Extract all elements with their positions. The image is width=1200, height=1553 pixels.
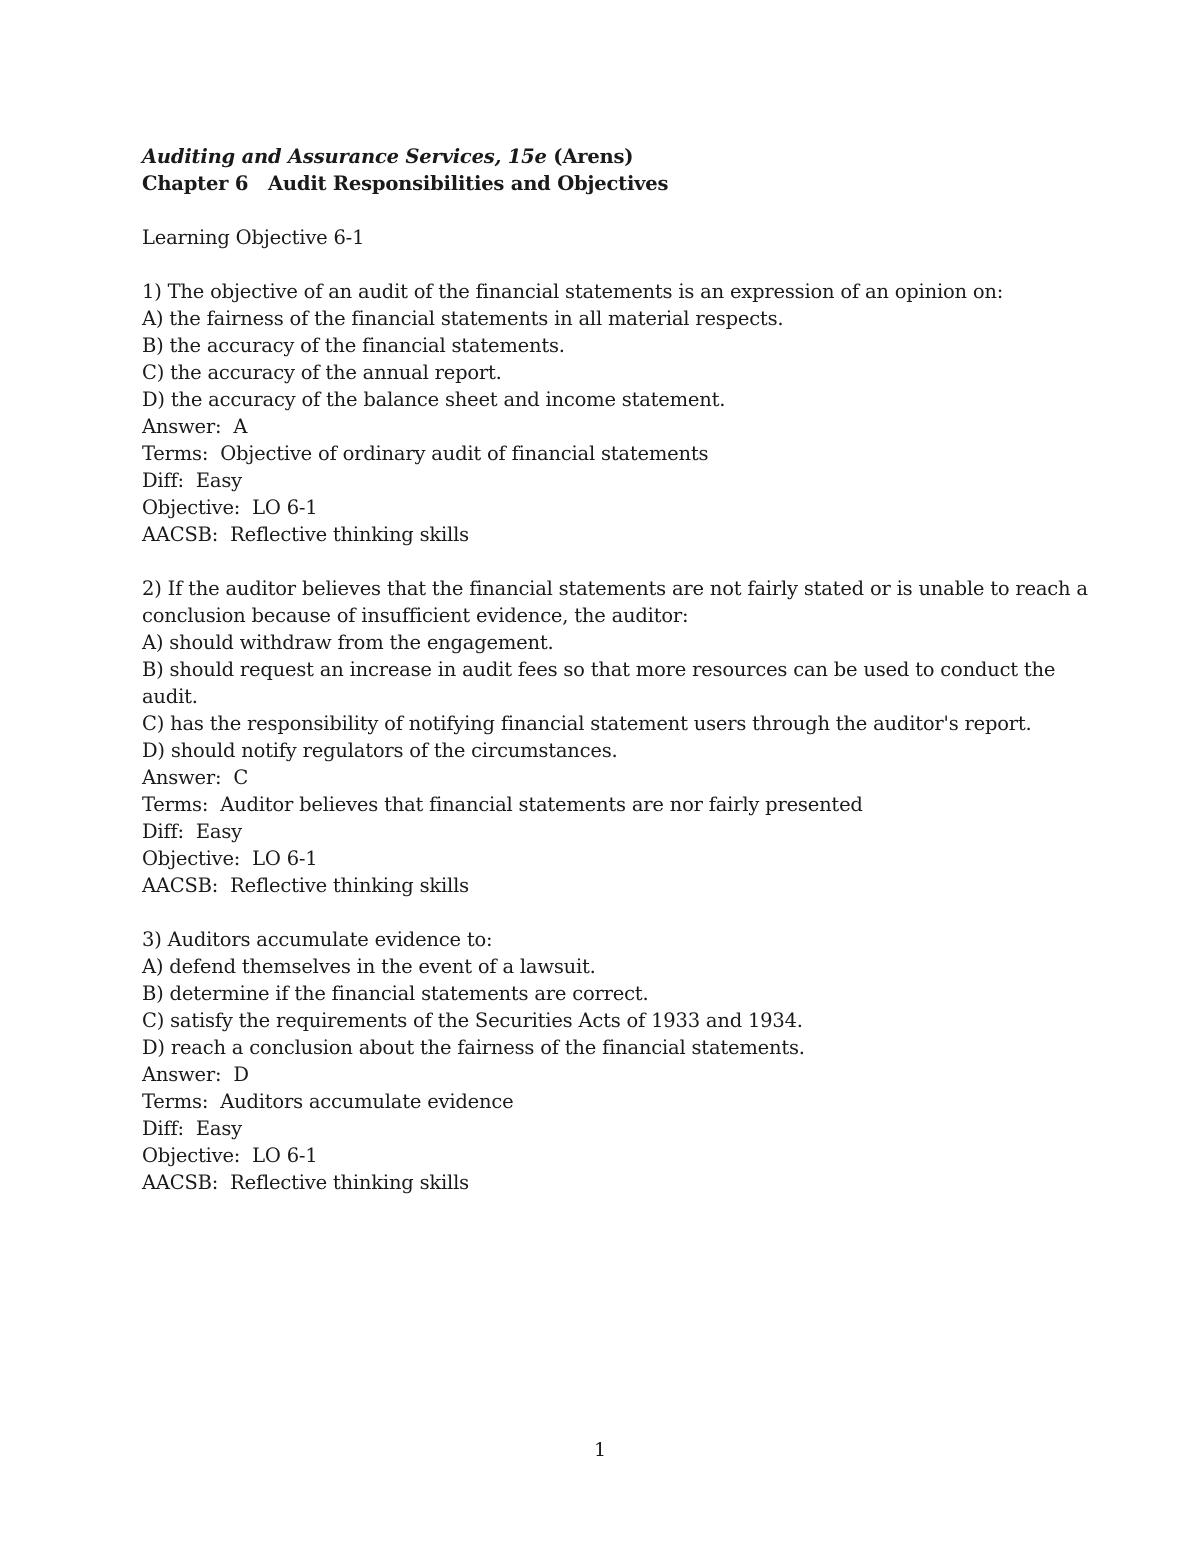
question-stem: 1) The objective of an audit of the financial statements is an expression of an opinion on: [142, 280, 1004, 303]
question-stem: 2) If the auditor believes that the financial statements are not fairly stated or is unable to reach a [142, 577, 1088, 600]
book-title [142, 143, 1072, 170]
difficulty-line: Diff: Easy [142, 469, 242, 492]
answer-option: audit. [142, 685, 198, 708]
aacsb-line: AACSB: Reflective thinking skills [142, 874, 469, 897]
document-page [142, 143, 1088, 1196]
question-stem: conclusion because of insufficient evidence, the auditor: [142, 604, 689, 627]
book-author: (Arens) [546, 145, 634, 168]
question-2 [142, 575, 1088, 899]
answer-option: D) should notify regulators of the circumstances. [142, 739, 618, 762]
question-3 [142, 926, 1072, 1196]
chapter-title: Chapter 6 Audit Responsibilities and Objectives [142, 172, 669, 195]
answer-option: D) the accuracy of the balance sheet and income statement. [142, 388, 726, 411]
questions-list [142, 278, 1088, 1196]
page-number: 1 [593, 1439, 607, 1461]
objective-line: Objective: LO 6-1 [142, 496, 318, 519]
objective-line: Objective: LO 6-1 [142, 1144, 318, 1167]
answer-option: C) the accuracy of the annual report. [142, 361, 502, 384]
answer-option: B) determine if the financial statements are correct. [142, 982, 649, 1005]
answer-option: A) the fairness of the financial statements in all material respects. [142, 307, 784, 330]
difficulty-line: Diff: Easy [142, 820, 242, 843]
answer-option: A) should withdraw from the engagement. [142, 631, 554, 654]
aacsb-line: AACSB: Reflective thinking skills [142, 523, 469, 546]
terms-line: Terms: Auditors accumulate evidence [142, 1090, 514, 1113]
question-stem: 3) Auditors accumulate evidence to: [142, 928, 493, 951]
answer-line: Answer: C [142, 766, 249, 789]
question-1 [142, 278, 1072, 548]
answer-option: B) should request an increase in audit fees so that more resources can be used to conduct the [142, 658, 1056, 681]
answer-option: D) reach a conclusion about the fairness of the financial statements. [142, 1036, 805, 1059]
answer-option: B) the accuracy of the financial statements. [142, 334, 565, 357]
book-title-italic: Auditing and Assurance Services, 15e [142, 145, 547, 168]
aacsb-line: AACSB: Reflective thinking skills [142, 1171, 469, 1194]
answer-option: C) has the responsibility of notifying financial statement users through the auditor's report. [142, 712, 1032, 735]
difficulty-line: Diff: Easy [142, 1117, 242, 1140]
answer-option: C) satisfy the requirements of the Securities Acts of 1933 and 1934. [142, 1009, 803, 1032]
learning-objective-heading: Learning Objective 6-1 [142, 226, 365, 249]
terms-line: Terms: Objective of ordinary audit of financial statements [142, 442, 709, 465]
answer-option: A) defend themselves in the event of a lawsuit. [142, 955, 596, 978]
terms-line: Terms: Auditor believes that financial statements are nor fairly presented [142, 793, 863, 816]
answer-line: Answer: D [142, 1063, 249, 1086]
answer-line: Answer: A [142, 415, 248, 438]
objective-line: Objective: LO 6-1 [142, 847, 318, 870]
